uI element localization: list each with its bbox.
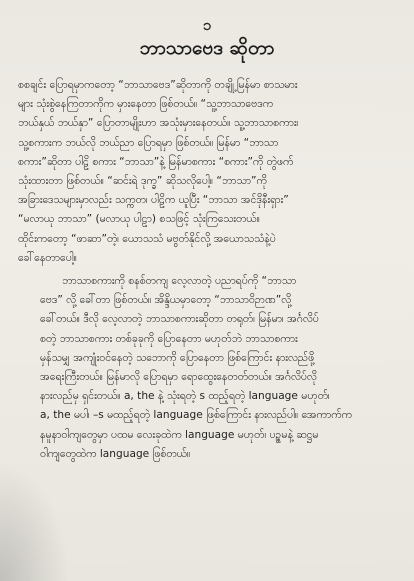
- text-line: ခေါ်တယ်။ ဒီလို လေ့လာတဲ့ ဘာသာစကားဆိုတာ တရုတ်၊ မြန်မာ၊ အင်္ဂလိပ်: [40, 313, 319, 326]
- chapter-title: ဘာသာဗေဒ ဆိုတာ: [139, 37, 275, 59]
- body-text: [18, 76, 390, 464]
- text-line: နမူနာဝါကျတွေမှာ ပထမ လေးခုထဲက language မဟုတ်၊ ပဉ္စမနဲ့ ဆဋ္ဌမ: [40, 428, 319, 441]
- text-line: စစချင်း ပြောရမှာကတော့ “ဘာသာဗေဒ”ဆိုတာကို တချို့မြန်မာ စာသမား: [18, 79, 298, 91]
- text-line: မှန်သမျှ အကျုံးဝင်နေတဲ့ သဘောကို ပြောနေတာ ဖြစ်ကြောင်း နားလည်ဖို့: [40, 351, 315, 364]
- text-line: အရေးကြီးတယ်။ မြန်မာလို ပြောရမှာ ရောထွေးနေတတ်တယ်။ အင်္ဂလိပ်လို: [40, 371, 317, 384]
- text-line: ခေါ်နေတာပေါ့။: [18, 251, 77, 264]
- text-line: များ သုံးစွဲနေကြတာကိုက မှားနေတာ ဖြစ်တယ်။ “သူ့ဘာသာဗေဒက: [18, 98, 274, 111]
- text-line: ဘယ်နှယ် ဘယ်နှာ” ပြောတာမျိုးဟာ အသုံးမှားနေတယ်။ သူ့ဘာသာစကား၊: [18, 117, 299, 130]
- text-line: အခြားဒေသများမှာလည်း သက္ကတ၊ ပါဠိက ယူပြီး “ဘာသာ အင်ဒိုနီးရှား”: [18, 194, 289, 207]
- text-line: သုံးထားတာ ဖြစ်တယ်။ “ဆင်းရဲ ဒုက္ခ” ဆိုသလိုပေါ့။ “ဘာသာ”ကို: [18, 175, 267, 188]
- text-line: သူ့စကားက ဘယ်လို ဘယ်ညာ ပြောရမှာ ဖြစ်တယ်။ မြန်မာ “ဘာသာ: [18, 136, 279, 149]
- text-line: “မလာယု ဘာသာ” (မလာယု ပါဠာ) စသဖြင့် သုံးကြသေးတယ်။: [18, 213, 260, 226]
- text-line: a, the မပါ၊ –s မထည့်ရတဲ့ language ဖြစ်ကြောင်း နားလည်ပါ။ အေကာက်က: [40, 409, 352, 422]
- page-curl-shadow: [0, 461, 70, 581]
- text-line: ထိုင်းကတော့ “ဖာဆာ”တဲ့၊ ယောသသံ မဗွတ်နိုင်လို့ အယောသသံနဲ့ပဲ: [18, 232, 276, 245]
- text-line: ဝါကျတွေထဲက language ဖြစ်တယ်။: [40, 447, 191, 460]
- text-line: ဘာသာစကားကို စနစ်တကျ လေ့လာတဲ့ ပညာရပ်ကို “ဘာသာ: [62, 275, 297, 288]
- text-line: နားလည်မှ ရှင်းတယ်။ a, the နဲ့ သုံးရတဲ့ s ထည့်ရတဲ့ language မဟုတ်၊: [40, 390, 330, 403]
- text-line: ဗေဒ” လို့ ခေါ်တာ ဖြစ်တယ်။ အိန္ဒိယမှာတော့ “ဘာသာဝိဉာဏ”လို့: [40, 294, 292, 307]
- paragraph-1: [18, 76, 390, 268]
- paragraph-2: [18, 272, 390, 464]
- text-line: စတဲ့ ဘာသာစကား တစ်ခုခုကို ပြောနေတာ မဟုတ်ဘဲ ဘာသာစကား: [40, 332, 298, 345]
- page-number: ၁: [202, 16, 212, 34]
- text-line: စကား”ဆိုတာ ပါဠိ စကား “ဘာသာ”နဲ့ မြန်မာစကား “စကား”ကို တွဲဖက်: [18, 155, 294, 168]
